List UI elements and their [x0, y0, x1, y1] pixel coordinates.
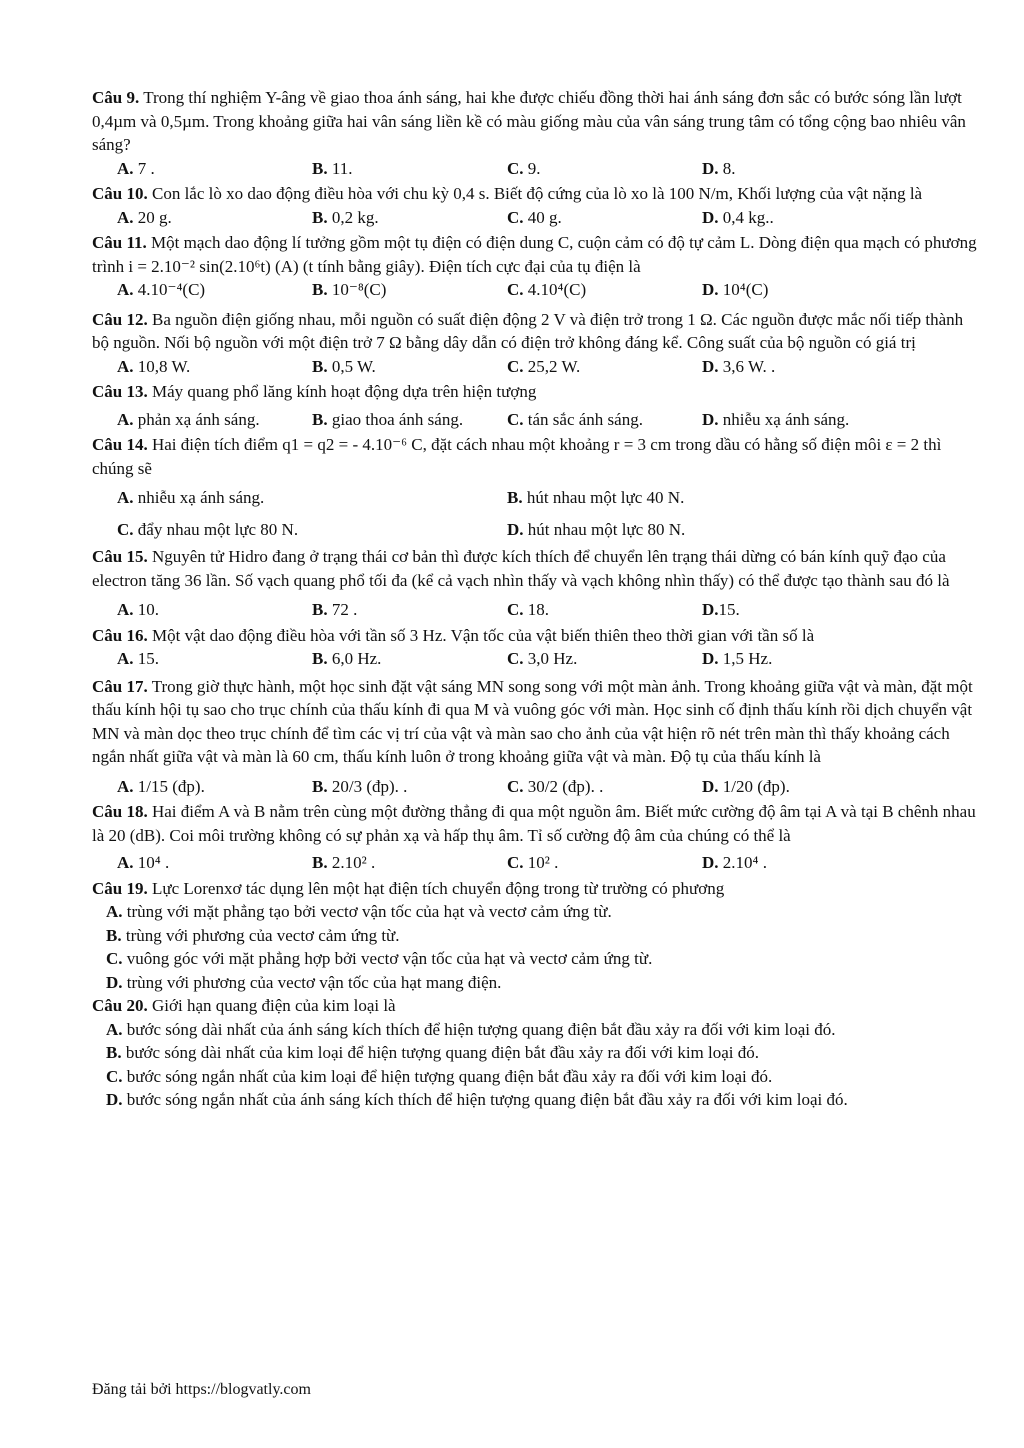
option-label: A. — [117, 776, 134, 796]
option-text: 1,5 Hz. — [722, 649, 773, 668]
option-label: D. — [702, 280, 719, 299]
option-label: B. — [312, 600, 328, 619]
question-13 — [92, 380, 977, 431]
option-text: 20 g. — [137, 207, 172, 227]
question-11 — [92, 231, 977, 302]
option-a — [92, 1018, 977, 1042]
option-b — [312, 647, 507, 671]
options-row — [92, 592, 977, 622]
option-a — [117, 278, 312, 302]
option-a — [117, 775, 312, 799]
question-text: Máy quang phổ lăng kính hoạt động dựa trên hiện tượng — [151, 382, 537, 401]
option-text: bước sóng ngắn nhất của kim loại để hiện tượng quang điện bắt đầu xảy ra đối với kim loại đó. — [126, 1066, 773, 1086]
option-text: 8. — [722, 158, 736, 178]
option-c — [507, 206, 702, 230]
option-a — [117, 408, 312, 432]
option-text: 1/15 (đp). — [137, 776, 205, 796]
option-a — [117, 206, 312, 230]
option-d — [106, 971, 977, 995]
question-18 — [92, 800, 977, 875]
option-label: C. — [507, 158, 524, 178]
option-text: 15. — [718, 600, 740, 619]
option-label: C. — [507, 649, 524, 668]
option-text: 0,2 kg. — [331, 207, 379, 227]
options-row — [92, 512, 977, 542]
option-label: C. — [507, 207, 524, 227]
option-text: 40 g. — [527, 207, 562, 227]
options-row — [92, 647, 977, 671]
option-text: 11. — [331, 158, 353, 178]
option-d — [702, 355, 897, 379]
option-d — [702, 775, 897, 799]
option-label: D. — [702, 158, 719, 178]
question-text: Một vật dao động điều hòa với tần số 3 Hz. Vận tốc của vật biến thiên theo thời gian với tần số là — [151, 625, 815, 645]
option-label: A. — [117, 853, 134, 872]
option-text: 4.10⁻⁴(C) — [137, 280, 206, 299]
question-number: Câu 9. — [92, 88, 140, 107]
question-number: Câu 15. — [92, 547, 148, 566]
question-14 — [92, 433, 977, 541]
option-text: 10. — [137, 600, 160, 619]
option-b — [92, 1041, 977, 1065]
option-b — [312, 355, 507, 379]
option-c — [92, 1065, 977, 1089]
question-15 — [92, 545, 977, 622]
option-label: D. — [702, 600, 719, 619]
option-label: C. — [106, 949, 123, 968]
option-text: 15. — [137, 649, 160, 668]
option-label: A. — [117, 488, 134, 507]
option-text: nhiễu xạ ánh sáng. — [137, 488, 265, 507]
option-b — [507, 486, 897, 510]
question-number: Câu 10. — [92, 184, 148, 203]
question-text: Nguyên tử Hidro đang ở trạng thái cơ bản thì được kích thích để chuyển lên trạng thái dừng có bán kính quỹ đạo của electron tăng 36 lần. Số vạch quang phổ tối đa (kể cả vạch nhìn thấy và vạch không nhìn thấy) có thể được tạo thành sau đó là — [92, 547, 950, 590]
question-19 — [92, 877, 977, 995]
option-c — [106, 947, 977, 971]
option-text: trùng với phương của vectơ vận tốc của hạt mang điện. — [126, 972, 502, 992]
option-b — [312, 775, 507, 799]
question-number: Câu 18. — [92, 802, 148, 821]
option-text: 3,6 W. . — [722, 356, 776, 376]
option-c — [507, 355, 702, 379]
option-label: D. — [702, 649, 719, 668]
option-a — [117, 851, 312, 875]
option-text: trùng với mặt phẳng tạo bởi vectơ vận tốc của hạt và vectơ cảm ứng từ. — [126, 902, 612, 921]
question-number: Câu 20. — [92, 996, 148, 1015]
question-text: Trong giờ thực hành, một học sinh đặt vật sáng MN song song với một màn ảnh. Trong khoảng giữa vật và màn, đặt một thấu kính hội tụ sao cho trục chính của thấu kính đi qua M và vuông góc với màn. Học sinh cố định thấu kính rồi dịch chuyển vật MN và màn dọc theo trục chính để tìm các vị trí của vật và màn sao cho ảnh của vật hiện rõ nét trên màn thì thấy khoảng cách ngắn nhất giữa vật và màn là 60 cm, thấu kính luôn ở trong khoảng giữa vật và màn. Độ tụ của thấu kính là — [92, 676, 973, 766]
option-label: D. — [702, 853, 719, 872]
options-list — [92, 900, 977, 994]
option-d — [702, 647, 897, 671]
option-text: 20/3 (đp). . — [331, 776, 408, 796]
option-text: bước sóng ngắn nhất của ánh sáng kích thích để hiện tượng quang điện bắt đầu xảy ra đối với kim loại đó. — [126, 1090, 848, 1109]
option-text: 18. — [527, 600, 550, 619]
option-text: trùng với phương của vectơ cảm ứng từ. — [125, 925, 400, 945]
option-d — [702, 206, 897, 230]
option-d — [92, 1088, 977, 1112]
question-10 — [92, 182, 977, 229]
options-list — [92, 1018, 977, 1112]
option-b — [312, 157, 507, 181]
question-text: Con lắc lò xo dao động điều hòa với chu kỳ 0,4 s. Biết độ cứng của lò xo là 100 N/m, Khối lượng của vật nặng là — [151, 184, 923, 203]
option-text: 10,8 W. — [137, 356, 191, 376]
option-label: A. — [117, 158, 134, 178]
option-text: 2.10² . — [331, 853, 376, 872]
option-a — [117, 355, 312, 379]
option-label: D. — [702, 409, 719, 429]
option-d — [702, 598, 897, 622]
option-a — [117, 486, 507, 510]
option-label: B. — [312, 280, 328, 299]
option-label: B. — [312, 409, 328, 429]
option-label: D. — [702, 356, 719, 376]
option-text: 9. — [527, 158, 541, 178]
option-label: C. — [507, 356, 524, 376]
option-label: C. — [507, 600, 524, 619]
option-text: 4.10⁴(C) — [527, 280, 587, 299]
option-label: C. — [507, 853, 524, 872]
question-number: Câu 12. — [92, 309, 148, 329]
option-label: D. — [507, 519, 524, 539]
option-label: C. — [106, 1066, 123, 1086]
option-d — [702, 851, 897, 875]
option-text: 10⁻⁸(C) — [331, 280, 387, 299]
question-number: Câu 14. — [92, 435, 148, 454]
option-c — [507, 775, 702, 799]
option-text: 0,4 kg.. — [722, 207, 774, 227]
option-label: A. — [117, 280, 134, 299]
option-text: 25,2 W. — [527, 356, 581, 376]
question-number: Câu 13. — [92, 382, 148, 401]
option-text: bước sóng dài nhất của ánh sáng kích thích để hiện tượng quang điện bắt đầu xảy ra đối với kim loại đó. — [126, 1019, 836, 1039]
option-text: giao thoa ánh sáng. — [331, 409, 464, 429]
option-label: D. — [106, 1090, 123, 1109]
option-b — [312, 598, 507, 622]
option-c — [507, 157, 702, 181]
option-text: tán sắc ánh sáng. — [527, 409, 643, 429]
option-label: B. — [106, 925, 122, 945]
option-d — [702, 278, 897, 302]
option-label: B. — [312, 776, 328, 796]
option-a — [117, 157, 312, 181]
option-text: 10² . — [527, 853, 559, 872]
option-c — [117, 518, 507, 542]
option-label: B. — [312, 356, 328, 376]
question-20 — [92, 994, 977, 1112]
option-label: A. — [117, 649, 134, 668]
option-text: 7 . — [137, 158, 155, 178]
option-text: 2.10⁴ . — [722, 853, 767, 872]
question-12 — [92, 308, 977, 379]
option-label: B. — [312, 158, 328, 178]
option-label: A. — [117, 600, 134, 619]
option-text: 0,5 W. — [331, 356, 376, 376]
options-row — [92, 278, 977, 302]
question-text: Ba nguồn điện giống nhau, mỗi nguồn có suất điện động 2 V và điện trở trong 1 Ω. Các nguồn được mắc nối tiếp thành bộ nguồn. Nối bộ nguồn với một điện trở 7 Ω bằng dây dẫn có điện trở không đáng kể. Công suất của bộ nguồn có giá trị — [92, 309, 964, 352]
option-label: C. — [507, 409, 524, 429]
footer-credit: Đăng tải bởi https://blogvatly.com — [92, 1381, 311, 1398]
option-label: A. — [106, 902, 123, 921]
options-row — [92, 404, 977, 432]
option-label: D. — [106, 972, 123, 992]
option-label: B. — [312, 853, 328, 872]
option-text: 6,0 Hz. — [331, 649, 382, 668]
question-text: Giới hạn quang điện của kim loại là — [151, 996, 396, 1015]
option-c — [507, 851, 702, 875]
options-row — [92, 847, 977, 875]
option-label: B. — [312, 207, 328, 227]
option-text: 1/20 (đp). — [722, 776, 790, 796]
question-number: Câu 17. — [92, 676, 148, 696]
option-text: 3,0 Hz. — [527, 649, 578, 668]
option-text: bước sóng dài nhất của kim loại để hiện tượng quang điện bắt đầu xảy ra đối với kim loại đó. — [125, 1043, 760, 1062]
option-label: B. — [106, 1043, 122, 1062]
option-d — [507, 518, 897, 542]
option-c — [507, 278, 702, 302]
option-d — [702, 157, 897, 181]
option-d — [702, 408, 897, 432]
option-label: C. — [507, 776, 524, 796]
option-text: hút nhau một lực 80 N. — [527, 519, 686, 539]
option-text: 72 . — [331, 600, 358, 619]
options-row — [92, 206, 977, 230]
option-label: B. — [507, 488, 523, 507]
question-number: Câu 11. — [92, 233, 147, 252]
option-label: C. — [507, 280, 524, 299]
option-c — [507, 647, 702, 671]
option-text: 30/2 (đp). . — [527, 776, 604, 796]
option-text: hút nhau một lực 40 N. — [526, 488, 685, 507]
option-text: phản xạ ánh sáng. — [137, 409, 260, 429]
option-text: 10⁴(C) — [722, 280, 769, 299]
option-b — [312, 278, 507, 302]
option-label: A. — [117, 207, 134, 227]
options-row — [92, 480, 977, 510]
option-b — [312, 206, 507, 230]
question-16 — [92, 624, 977, 671]
option-label: B. — [312, 649, 328, 668]
option-b — [312, 851, 507, 875]
option-text: đẩy nhau một lực 80 N. — [137, 519, 299, 539]
option-a — [117, 647, 312, 671]
option-text: 10⁴ . — [137, 853, 170, 872]
option-c — [507, 408, 702, 432]
option-label: A. — [106, 1019, 123, 1039]
question-text: Lực Lorenxơ tác dụng lên một hạt điện tích chuyển động trong từ trường có phương — [151, 878, 725, 898]
option-text: vuông góc với mặt phẳng hợp bởi vectơ vận tốc của hạt và vectơ cảm ứng từ. — [126, 949, 653, 968]
option-a — [106, 900, 977, 924]
options-row — [92, 157, 977, 181]
question-17 — [92, 675, 977, 799]
option-label: A. — [117, 409, 134, 429]
options-row — [92, 355, 977, 379]
option-b — [312, 408, 507, 432]
option-label: D. — [702, 207, 719, 227]
option-a — [117, 598, 312, 622]
option-text: nhiễu xạ ánh sáng. — [722, 409, 850, 429]
option-label: C. — [117, 519, 134, 539]
option-b — [106, 924, 977, 948]
question-text: Hai điện tích điểm q1 = q2 = - 4.10⁻⁶ C, đặt cách nhau một khoảng r = 3 cm trong dầu có hằng số điện môi ε = 2 thì chúng sẽ — [92, 435, 942, 478]
document-page — [92, 86, 977, 1112]
question-text: Trong thí nghiệm Y-âng về giao thoa ánh sáng, hai khe được chiếu đồng thời hai ánh sáng đơn sắc có bước sóng lần lượt 0,4µm và 0,5µm. Trong khoảng giữa hai vân sáng liền kề có màu giống màu của vân sáng trung tâm có tổng cộng bao nhiêu vân sáng? — [92, 88, 966, 154]
option-c — [507, 598, 702, 622]
question-number: Câu 16. — [92, 625, 148, 645]
question-number: Câu 19. — [92, 878, 148, 898]
option-label: A. — [117, 356, 134, 376]
question-text: Hai điểm A và B nằm trên cùng một đường thẳng đi qua một nguồn âm. Biết mức cường độ âm tại A và tại B chênh nhau là 20 (dB). Coi môi trường không có sự phản xạ và hấp thụ âm. Tỉ số cường độ âm của chúng có thể là — [92, 802, 976, 845]
option-label: D. — [702, 776, 719, 796]
options-row — [92, 769, 977, 799]
question-text: Một mạch dao động lí tưởng gồm một tụ điện có điện dung C, cuộn cảm có độ tự cảm L. Dòng điện qua mạch có phương trình i = 2.10⁻² sin(2.10⁶t) (A) (t tính bằng giây). Điện tích cực đại của tụ điện là — [92, 233, 977, 276]
question-9 — [92, 86, 977, 180]
